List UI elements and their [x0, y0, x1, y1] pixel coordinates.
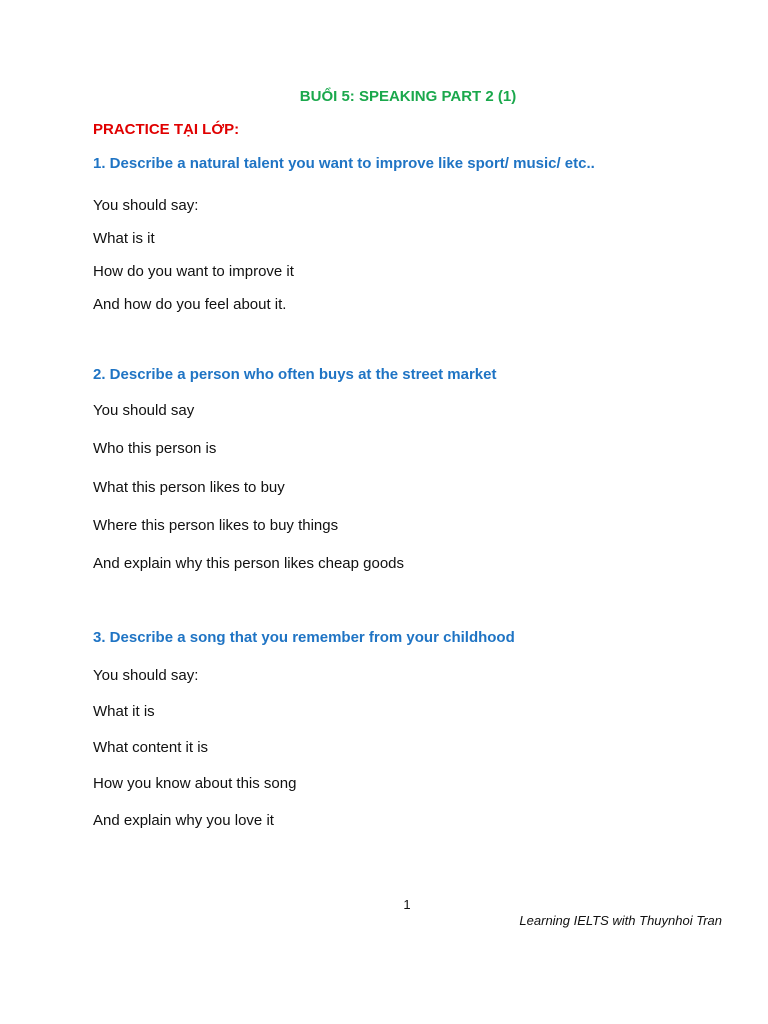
question-2-line-1: You should say	[93, 402, 195, 419]
question-2-title: 2. Describe a person who often buys at the street market	[93, 366, 497, 383]
question-3-line-5: And explain why you love it	[93, 812, 274, 829]
page-number: 1	[403, 897, 411, 912]
question-2-line-2: Who this person is	[93, 440, 217, 457]
question-1-title: 1. Describe a natural talent you want to improve like sport/ music/ etc..	[93, 155, 595, 172]
question-1-line-3: How do you want to improve it	[93, 263, 294, 280]
question-3-line-4: How you know about this song	[93, 775, 297, 792]
page-title: BUỔI 5: SPEAKING PART 2 (1)	[299, 88, 517, 105]
question-3-line-1: You should say:	[93, 667, 199, 684]
question-2-line-4: Where this person likes to buy things	[93, 517, 339, 534]
footer-text: Learning IELTS with Thuynhoi Tran	[519, 913, 722, 928]
question-1-line-4: And how do you feel about it.	[93, 296, 287, 313]
question-2-line-5: And explain why this person likes cheap goods	[93, 555, 405, 572]
question-3-line-3: What content it is	[93, 739, 209, 756]
question-1-line-1: You should say:	[93, 197, 199, 214]
question-3-title: 3. Describe a song that you remember from your childhood	[93, 629, 515, 646]
question-1-line-2: What is it	[93, 230, 155, 247]
practice-heading: PRACTICE TẠI LỚP:	[93, 121, 240, 138]
question-2-line-3: What this person likes to buy	[93, 479, 285, 496]
question-3-line-2: What it is	[93, 703, 155, 720]
